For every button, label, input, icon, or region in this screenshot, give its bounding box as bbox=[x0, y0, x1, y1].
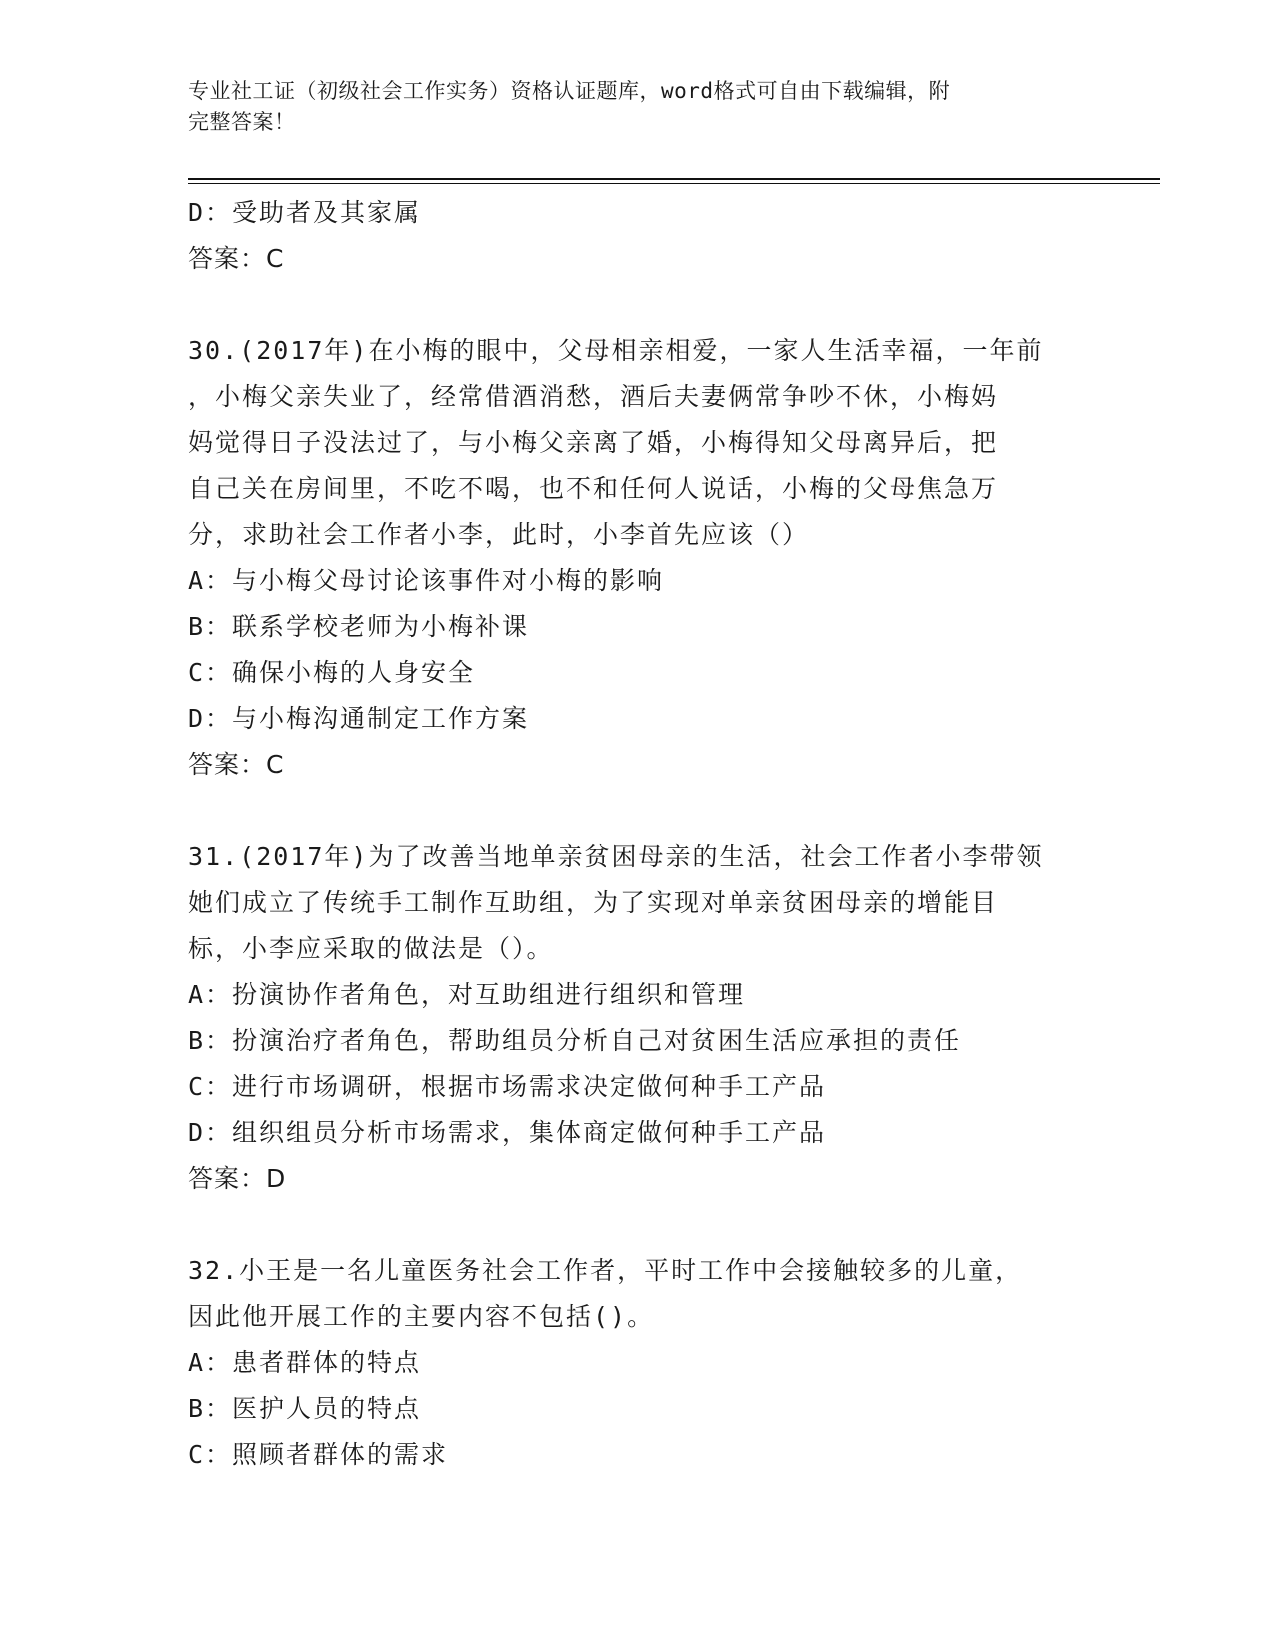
answer: 答案：C bbox=[188, 750, 285, 779]
question-31 bbox=[188, 834, 1108, 1202]
spacer bbox=[188, 788, 1108, 834]
question-stem-line: 她们成立了传统手工制作互助组，为了实现对单亲贫困母亲的增能目 bbox=[188, 888, 999, 917]
option-d: D：组织组员分析市场需求，集体商定做何种手工产品 bbox=[188, 1118, 827, 1147]
option-a: A：患者群体的特点 bbox=[188, 1348, 422, 1377]
header-line-1: 专业社工证（初级社会工作实务）资格认证题库，word格式可自由下载编辑，附 bbox=[188, 79, 951, 103]
option-d: D：与小梅沟通制定工作方案 bbox=[188, 704, 530, 733]
question-30 bbox=[188, 328, 1108, 788]
option-c: C：照顾者群体的需求 bbox=[188, 1440, 449, 1469]
option-b: B：联系学校老师为小梅补课 bbox=[188, 612, 530, 641]
question-stem-line: 因此他开展工作的主要内容不包括()。 bbox=[188, 1302, 655, 1331]
page-header bbox=[188, 76, 1068, 138]
question-stem-line: 30.(2017年)在小梅的眼中，父母相亲相爱，一家人生活幸福，一年前 bbox=[188, 336, 1044, 365]
option-c: C：进行市场调研，根据市场需求决定做何种手工产品 bbox=[188, 1072, 827, 1101]
option-d: D：受助者及其家属 bbox=[188, 198, 422, 227]
option-b: B：医护人员的特点 bbox=[188, 1394, 422, 1423]
question-stem-line: 标，小李应采取的做法是（）。 bbox=[188, 934, 554, 963]
answer: 答案：C bbox=[188, 244, 285, 273]
option-a: A：扮演协作者角色，对互助组进行组织和管理 bbox=[188, 980, 746, 1009]
header-divider-thick bbox=[188, 178, 1160, 180]
answer: 答案：D bbox=[188, 1164, 287, 1193]
spacer bbox=[188, 282, 1108, 328]
previous-question-tail bbox=[188, 190, 1108, 282]
question-stem-line: 分，求助社会工作者小李，此时，小李首先应该（） bbox=[188, 520, 810, 549]
question-stem-line: 妈觉得日子没法过了，与小梅父亲离了婚，小梅得知父母离异后，把 bbox=[188, 428, 999, 457]
spacer bbox=[188, 1202, 1108, 1248]
question-32 bbox=[188, 1248, 1108, 1478]
question-stem-line: 32.小王是一名儿童医务社会工作者，平时工作中会接触较多的儿童， bbox=[188, 1256, 1023, 1285]
question-stem-line: 自己关在房间里，不吃不喝，也不和任何人说话，小梅的父母焦急万 bbox=[188, 474, 999, 503]
option-c: C：确保小梅的人身安全 bbox=[188, 658, 476, 687]
option-a: A：与小梅父母讨论该事件对小梅的影响 bbox=[188, 566, 665, 595]
question-stem-line: 31.(2017年)为了改善当地单亲贫困母亲的生活，社会工作者小李带领 bbox=[188, 842, 1044, 871]
header-line-2: 完整答案！ bbox=[188, 110, 296, 134]
header-divider-thin bbox=[188, 183, 1160, 184]
option-b: B：扮演治疗者角色，帮助组员分析自己对贫困生活应承担的责任 bbox=[188, 1026, 962, 1055]
question-content bbox=[188, 190, 1108, 1478]
question-stem-line: ，小梅父亲失业了，经常借酒消愁，酒后夫妻俩常争吵不休，小梅妈 bbox=[188, 382, 999, 411]
